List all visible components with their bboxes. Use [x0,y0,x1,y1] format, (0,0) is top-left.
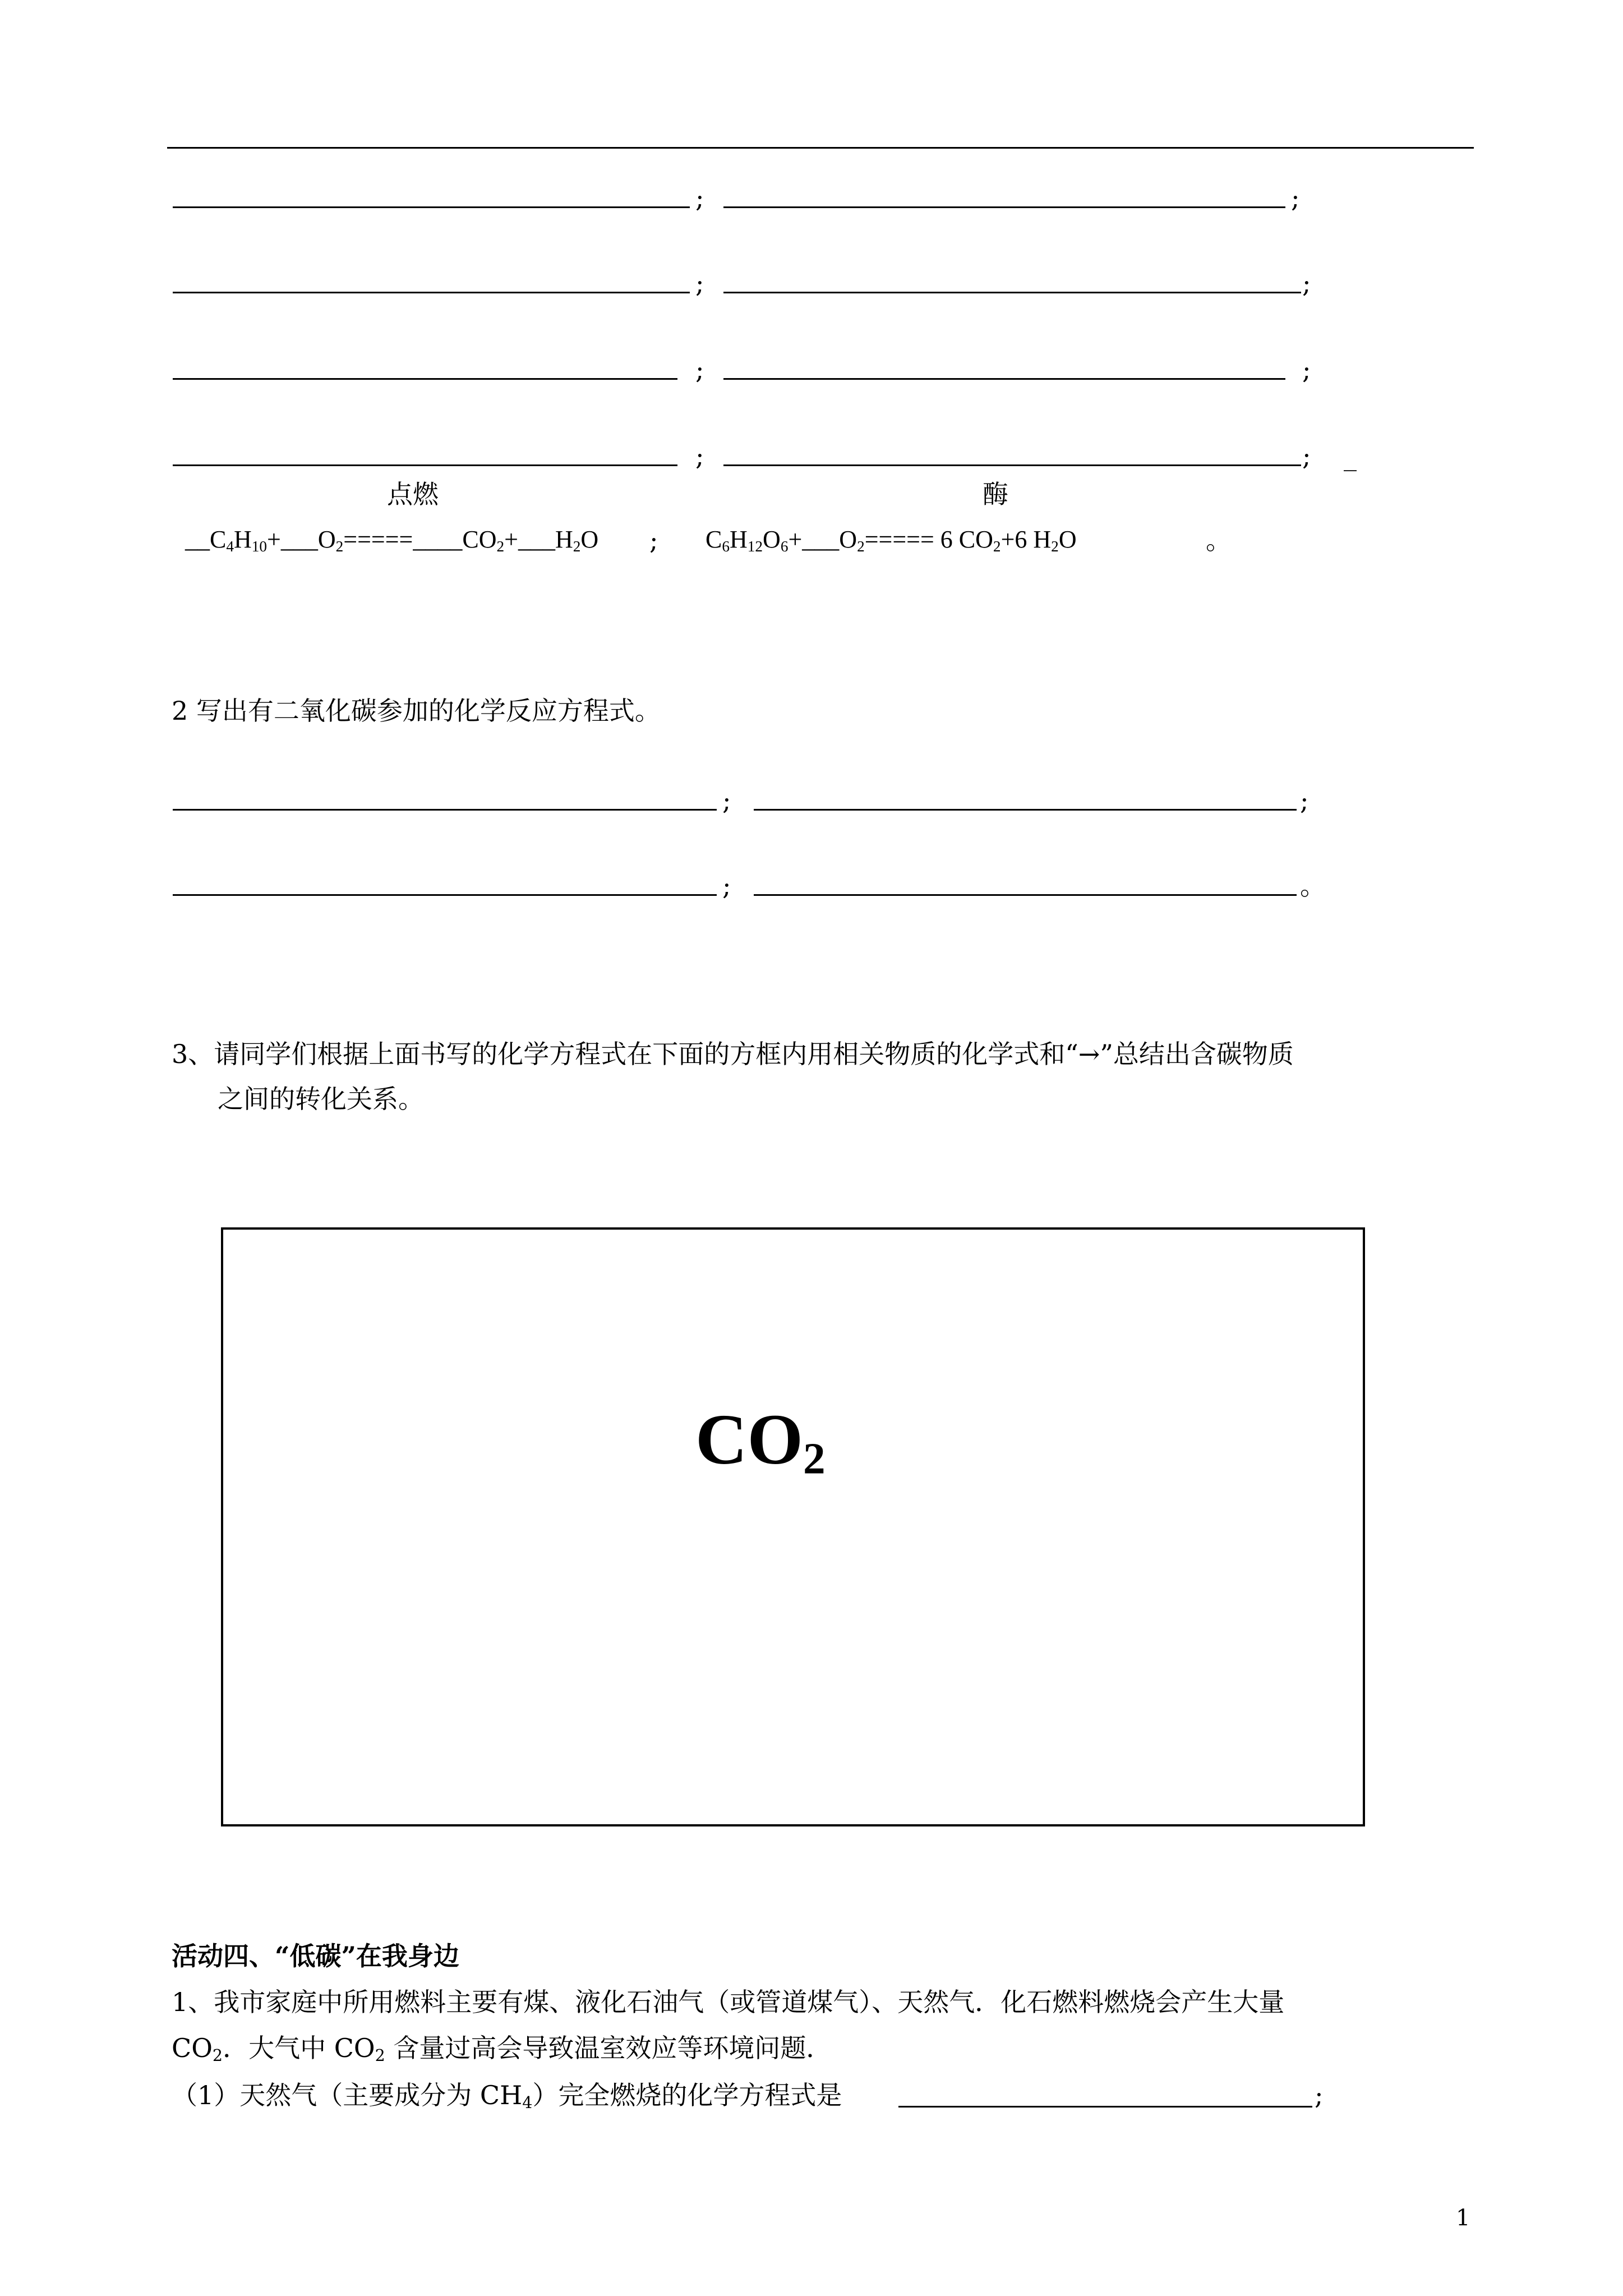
activity4-paragraph-line2: $CO_2$．大气中 $CO_2$ 含量过高会导致温室效应等环境问题． [172,2033,832,2065]
equation-separator: ; [649,525,658,555]
separator: ; [695,268,704,298]
top-rule [167,147,1474,149]
separator: ; [1302,355,1311,385]
separator: ; [695,441,704,471]
answer-line [754,809,1297,811]
separator: ; [722,871,731,901]
conversion-diagram-box [221,1227,1365,1826]
answer-line [723,206,1285,208]
activity4-question1: （1）天然气（主要成分为 $CH_4$）完全燃烧的化学方程式是 [172,2080,842,2113]
separator: ; [695,183,704,213]
answer-line [173,292,690,293]
answer-line [173,809,717,811]
end-mark: 。 [1300,871,1326,901]
separator: ; [1302,441,1311,471]
reaction-condition-enzyme: 酶 [983,479,1008,509]
separator: ; [1300,785,1309,816]
answer-line [754,894,1297,896]
answer-line [723,292,1301,293]
equation-glucose-oxidation: $C_6H_{12}O_6+\_\_\_O_2===== 6$ $CO_2+6$ $H_2O$ [706,526,1077,555]
section2-heading: 2 写出有二氧化碳参加的化学反应方程式。 [172,696,661,726]
end-mark: 。 [1206,525,1232,555]
answer-line [173,464,677,466]
equation-butane-combustion: $\_\_C_4H_{10}+\_\_\_O_2=====\_\_\_\_CO_2+\_\_\_H_2O$ [185,526,599,555]
answer-line [723,378,1285,380]
reaction-condition-ignite: 点燃 [387,479,439,509]
section3-instruction-line2: 之间的转化关系。 [218,1084,424,1114]
answer-line [723,464,1301,466]
co2-label: $CO_2$ [695,1400,826,1484]
activity4-paragraph-line1: 1、我市家庭中所用燃料主要有煤、液化石油气（或管道煤气）、天然气．化石燃料燃烧会产生大量 [172,1987,1285,2017]
trailing-dash: _ [1344,441,1357,471]
separator: ; [1315,2080,1324,2110]
separator: ; [1302,268,1311,298]
answer-line [898,2106,1312,2108]
activity4-title: 活动四、“低碳”在我身边 [172,1941,459,1971]
page-number: 1 [1456,2205,1470,2231]
section3-instruction-line1: 3、请同学们根据上面书写的化学方程式在下面的方框内用相关物质的化学式和“→”总结出含碳物质 [172,1039,1294,1069]
separator: ; [695,355,704,385]
answer-line [173,206,690,208]
separator: ; [1291,183,1300,213]
answer-line [173,378,677,380]
separator: ; [722,785,731,816]
answer-line [173,894,717,896]
